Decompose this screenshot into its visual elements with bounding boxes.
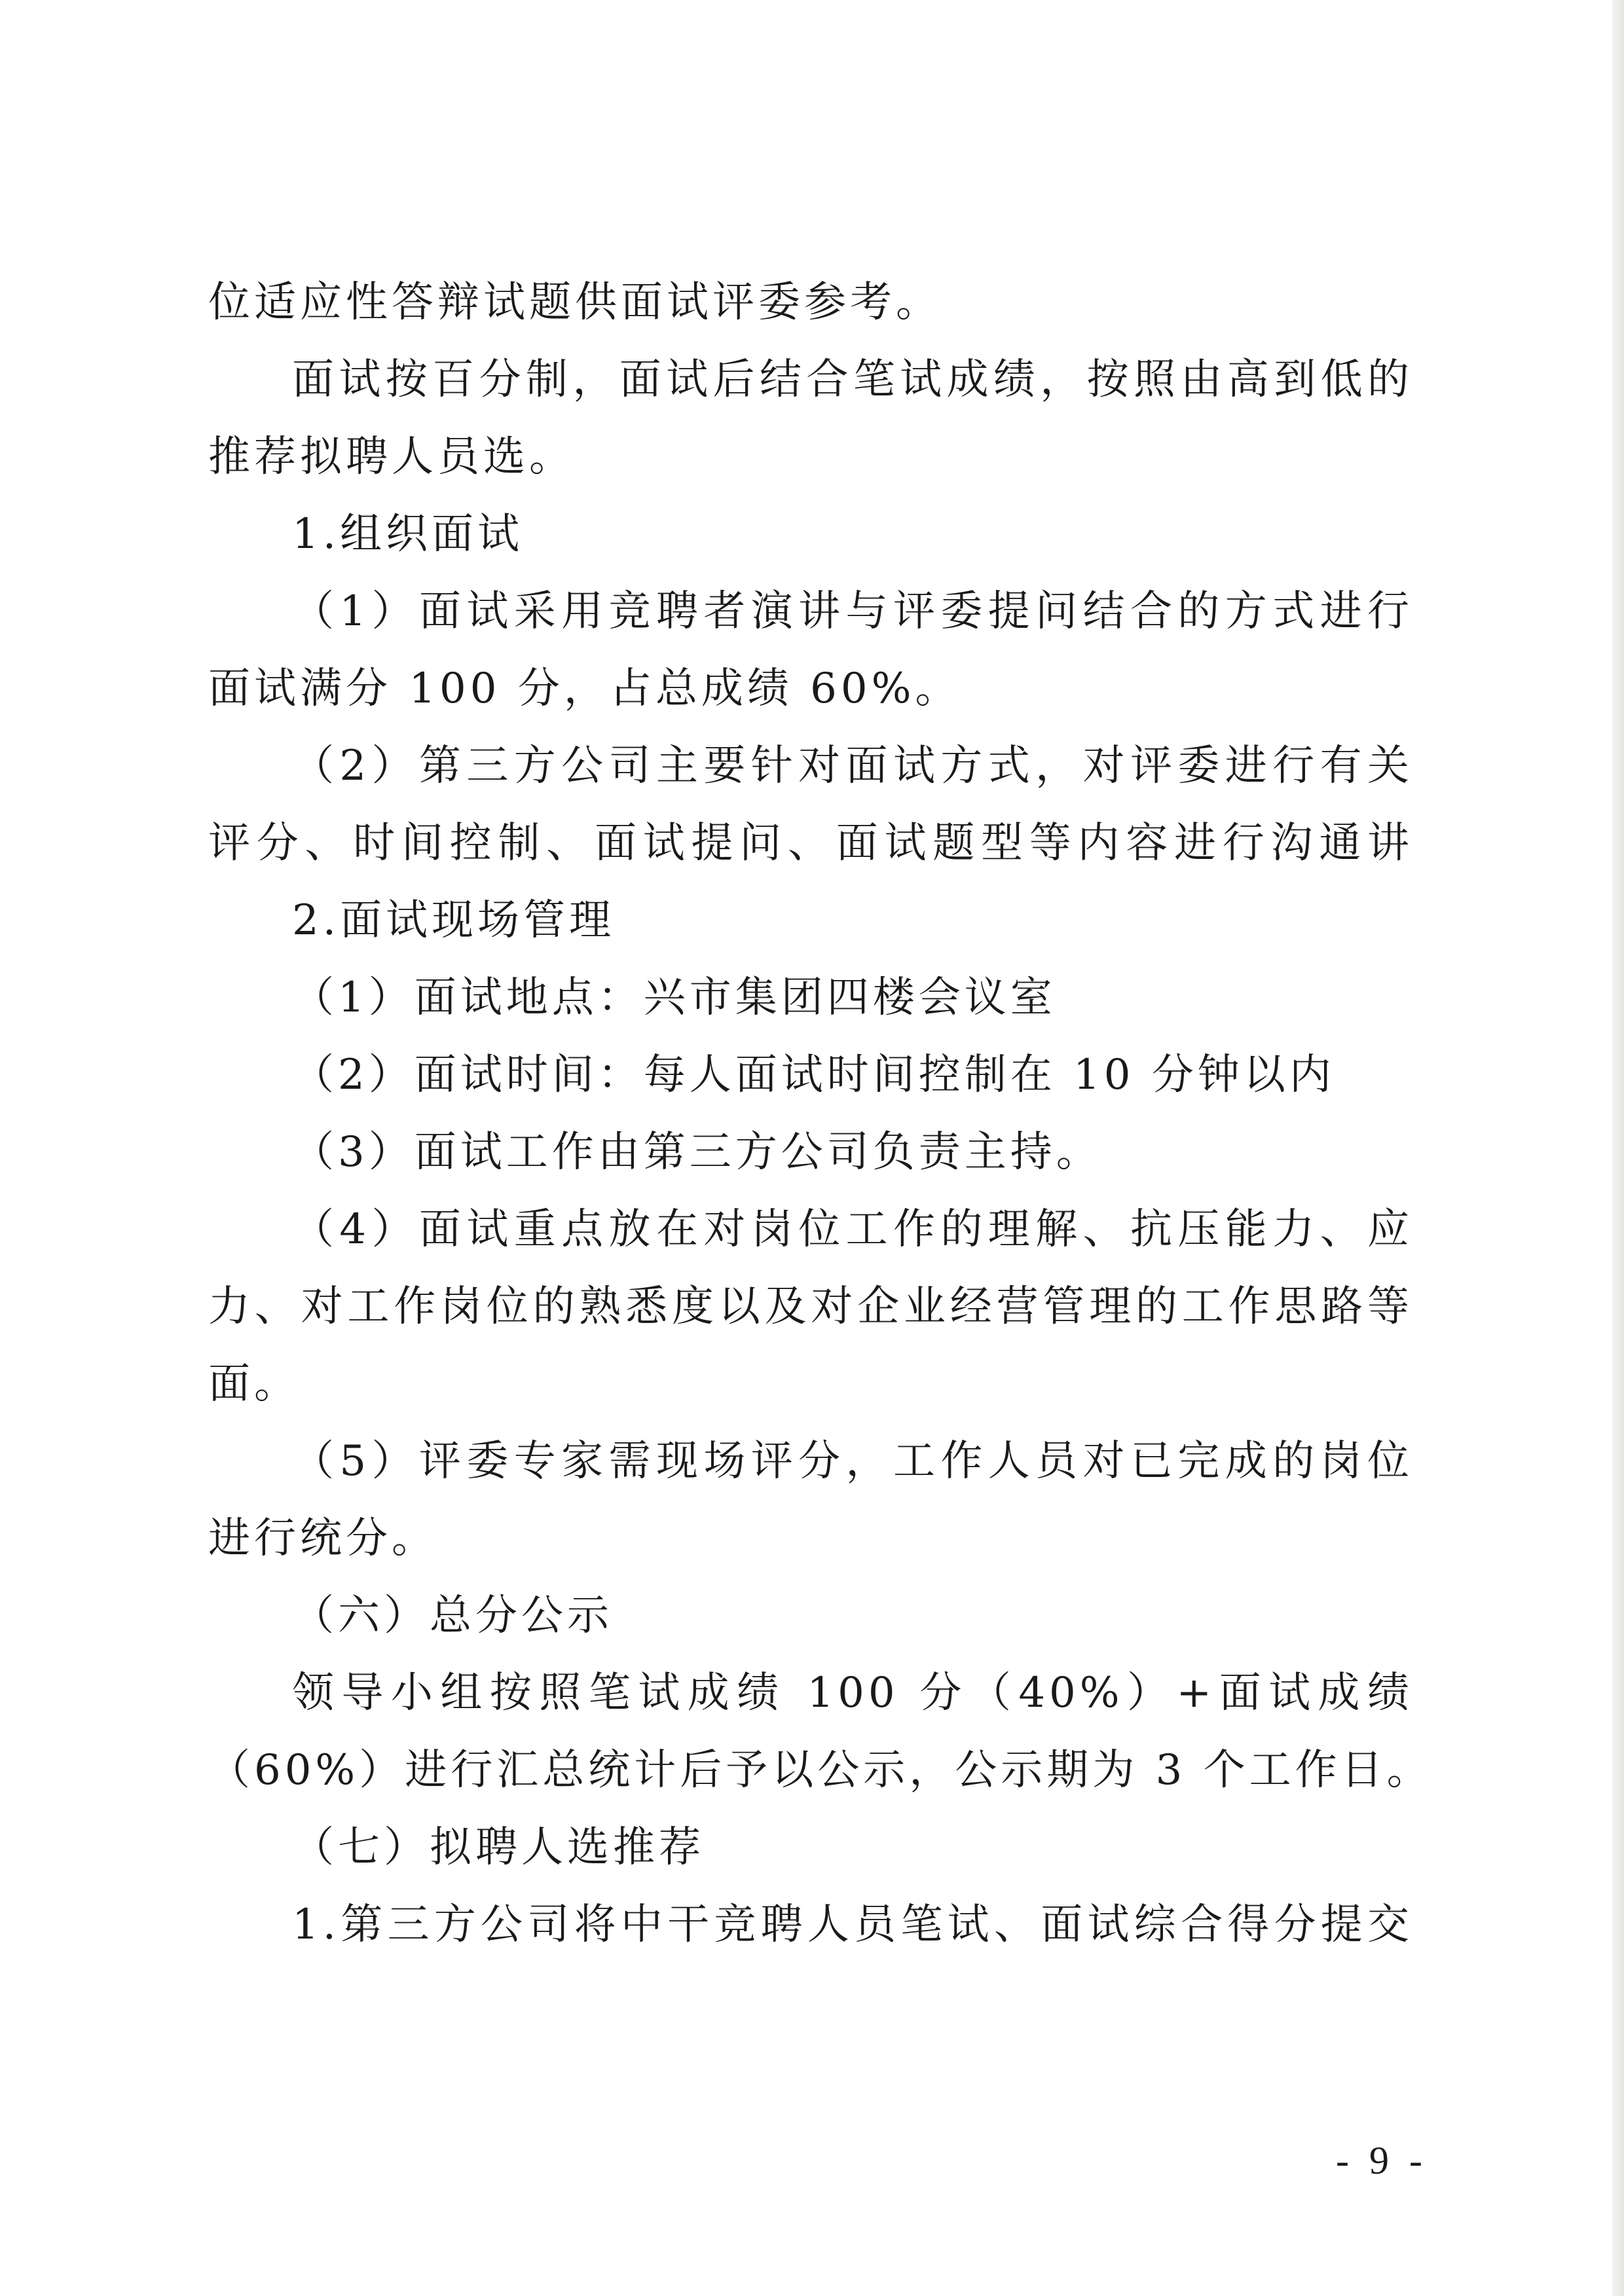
section-heading: （七）拟聘人选推荐	[292, 1823, 705, 1872]
paragraph-line: （1）面试采用竞聘者演讲与评委提问结合的方式进行	[292, 587, 1413, 636]
section-heading: 1.组织面试	[292, 510, 524, 558]
paragraph-line: 面试满分 100 分，占总成绩 60%。	[208, 665, 961, 713]
paragraph-line: （2）第三方公司主要针对面试方式，对评委进行有关	[292, 742, 1413, 790]
paragraph-line: 推荐拟聘人员选。	[208, 433, 575, 481]
paragraph-line: （4）面试重点放在对岗位工作的理解、抗压能力、应	[292, 1205, 1413, 1254]
paragraph-line: （5）评委专家需现场评分，工作人员对已完成的岗位	[292, 1437, 1413, 1485]
paragraph-line: 进行统分。	[208, 1514, 437, 1563]
page-number: - 9 -	[1336, 2139, 1428, 2182]
paragraph-line: 1.第三方公司将中干竞聘人员笔试、面试综合得分提交	[292, 1901, 1413, 1949]
paragraph-line: （2）面试时间：每人面试时间控制在 10 分钟以内	[292, 1051, 1335, 1099]
section-heading: （六）总分公示	[292, 1592, 613, 1640]
paragraph-line: （1）面试地点：兴市集团四楼会议室	[292, 974, 1056, 1022]
section-heading: 2.面试现场管理	[292, 896, 616, 945]
paragraph-line: 面。	[208, 1360, 300, 1408]
paragraph-line: 力、对工作岗位的熟悉度以及对企业经营管理的工作思路等	[208, 1283, 1413, 1331]
paragraph-line: 面试按百分制，面试后结合笔试成绩，按照由高到低的	[292, 355, 1413, 404]
page-edge-shadow	[1612, 0, 1624, 2296]
paragraph-line: 评分、时间控制、面试提问、面试题型等内容进行沟通讲	[208, 819, 1413, 867]
paragraph-line: 领导小组按照笔试成绩 100 分（40%）+面试成绩	[292, 1669, 1413, 1717]
paragraph-line: 位适应性答辩试题供面试评委参考。	[208, 278, 942, 327]
paragraph-line: （3）面试工作由第三方公司负责主持。	[292, 1128, 1102, 1176]
paragraph-line: （60%）进行汇总统计后予以公示，公示期为 3 个工作日。	[208, 1746, 1433, 1795]
